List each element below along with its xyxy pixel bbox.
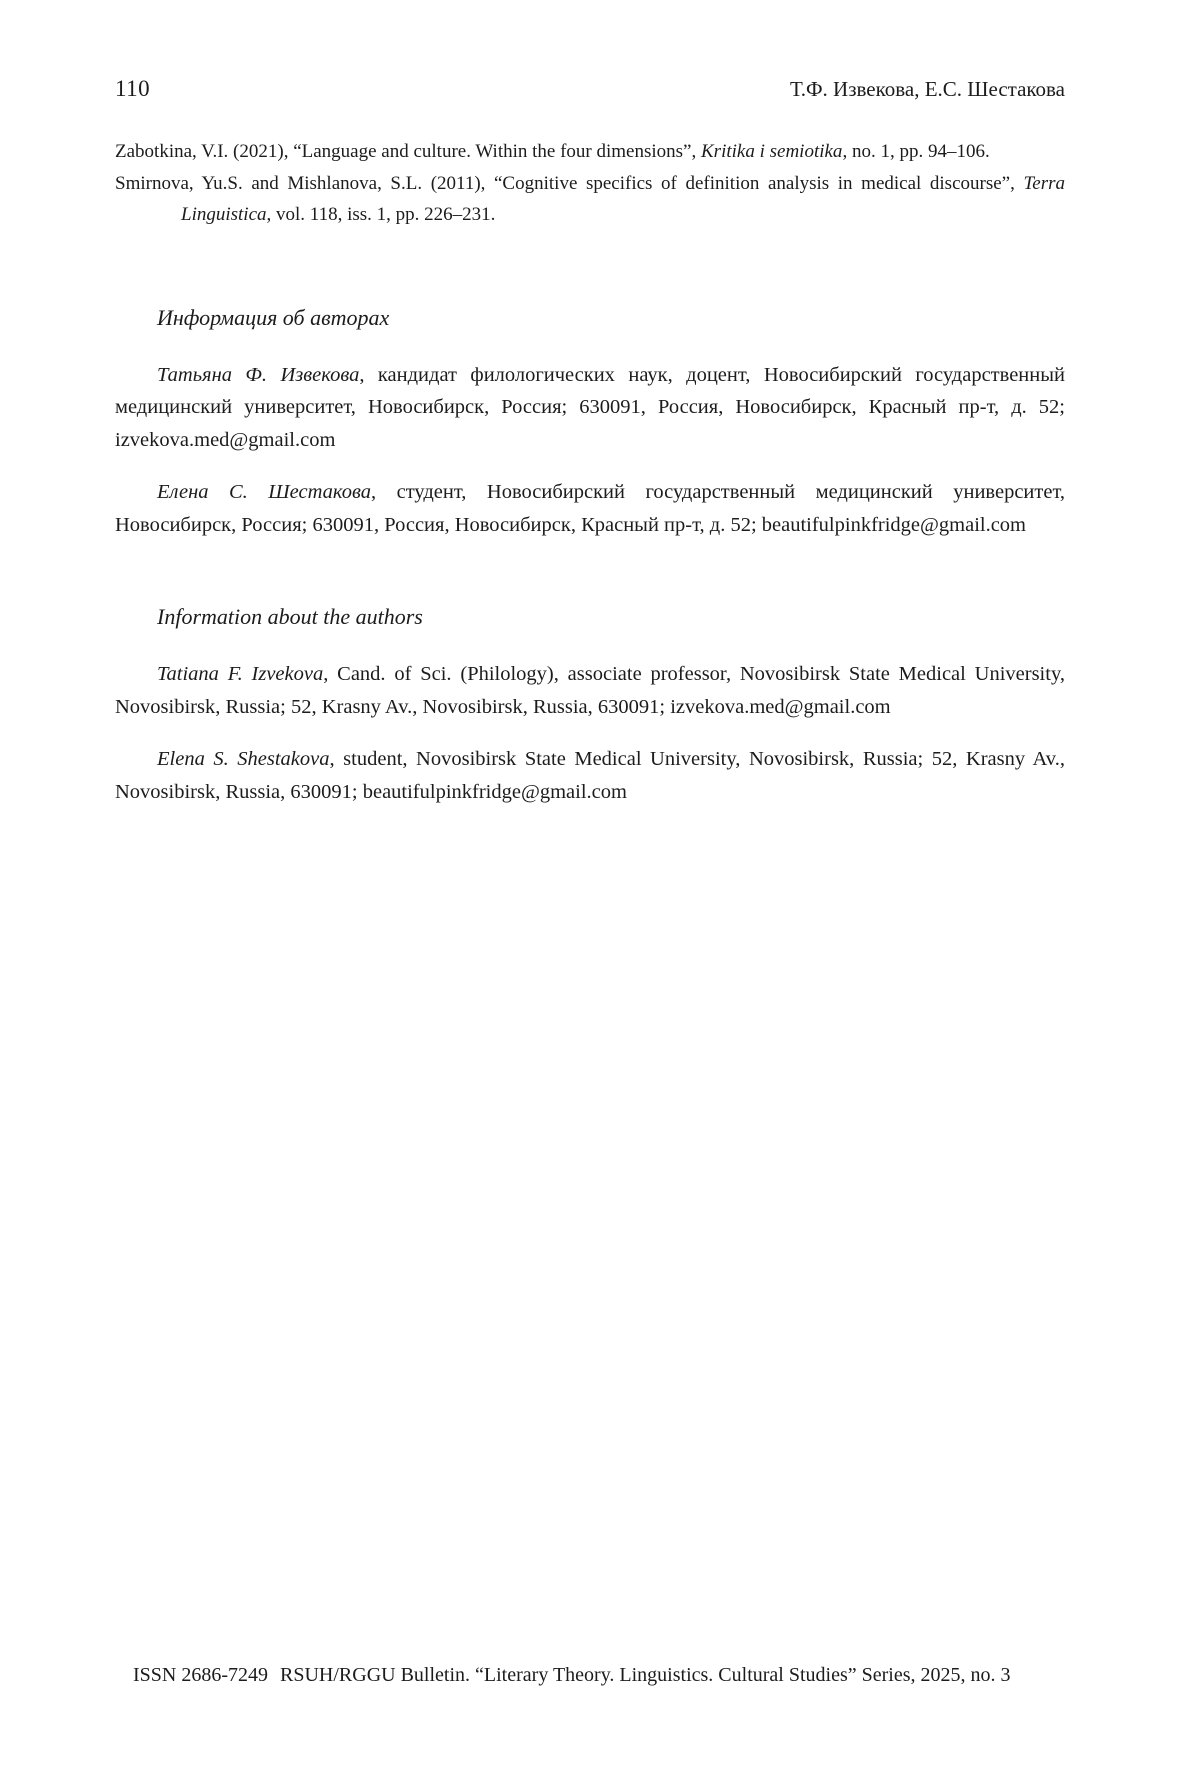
- reference-entry: Zabotkina, V.I. (2021), “Language and culture. Within the four dimensions”, Kritika i semiotika, no. 1, pp. 94–106.: [115, 141, 990, 162]
- section-heading-authors-en: Information about the authors: [157, 604, 423, 629]
- page-content: [115, 136, 1065, 828]
- page-number: 110: [115, 76, 151, 101]
- author-info-ru-izvekova: Татьяна Ф. Извекова, кандидат филологических наук, доцент, Новосибирский государственный медицинский университет, Новосибирск, Россия; 630091, Россия, Новосибирск, Красный пр-т, д. 52; izvekova.med@gmail.com: [115, 363, 1065, 451]
- author-info-en-izvekova: Tatiana F. Izvekova, Cand. of Sci. (Philology), associate professor, Novosibirsk State Medical University, Novosibirsk, Russia; 52, Krasny Av., Novosibirsk, Russia, 630091; izvekova.med@gmail.com: [115, 663, 1065, 718]
- page-header: [115, 76, 1065, 102]
- section-heading-authors-ru: Информация об авторах: [157, 304, 390, 330]
- footer-journal-title: RSUH/RGGU Bulletin. “Literary Theory. Linguistics. Cultural Studies” Series, 2025, no. 3: [280, 1664, 1011, 1686]
- author-info-ru-shestakova: Елена С. Шестакова, студент, Новосибирский государственный медицинский университет, Новосибирск, Россия; 630091, Россия, Новосибирск, Красный пр-т, д. 52; beautifulpinkfridge@gmail.com: [115, 481, 1066, 536]
- running-head-authors: Т.Ф. Извекова, Е.С. Шестакова: [789, 77, 1065, 101]
- author-info-en-shestakova: Elena S. Shestakova, student, Novosibirsk State Medical University, Novosibirsk, Russia; 52, Krasny Av., Novosibirsk, Russia, 630091; beautifulpinkfridge@gmail.com: [115, 748, 1065, 803]
- footer-issn: ISSN 2686-7249: [133, 1664, 269, 1686]
- reference-entry: Smirnova, Yu.S. and Mishlanova, S.L. (2011), “Cognitive specifics of definition analysis in medical discourse”, Terra Linguistica, vol. 118, iss. 1, pp. 226–231.: [115, 172, 1065, 225]
- page-footer: [133, 1664, 1093, 1687]
- references-list: [115, 136, 1065, 231]
